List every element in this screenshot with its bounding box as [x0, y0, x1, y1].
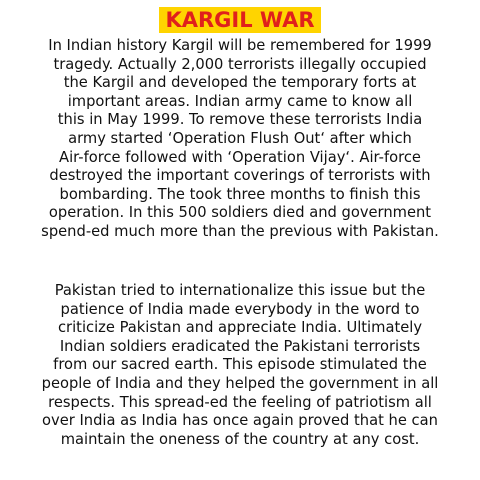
paragraph-line: over India as India has once again proved that he can	[42, 412, 438, 430]
paragraph-line: bombarding. The took three months to finish this	[59, 185, 421, 203]
title-container	[0, 7, 480, 33]
paragraph-line: tragedy. Actually 2,000 terrorists illegally occupied	[53, 55, 427, 73]
paragraph-line: spend-ed much more than the previous with Pakistan.	[41, 222, 439, 240]
paragraph-1	[4, 37, 476, 242]
paragraph-line: army started ‘Operation Flush Out‘ after which	[68, 129, 412, 147]
paragraph-line: respects. This spread-ed the feeling of patriotism all	[48, 393, 432, 411]
paragraph-line: from our sacred earth. This episode stimulated the	[53, 356, 427, 374]
paragraph-line: this in May 1999. To remove these terrorists India	[57, 111, 423, 129]
paragraph-line: criticize Pakistan and appreciate India. Ultimately	[57, 319, 423, 337]
paragraph-line: Pakistan tried to internationalize this issue but the	[54, 282, 426, 299]
paragraph-line: Indian soldiers eradicated the Pakistani terrorists	[59, 337, 421, 355]
paragraph-line: In Indian history Kargil will be remembered for 1999	[48, 37, 432, 54]
paragraph-line: people of India and they helped the government in all	[41, 374, 439, 392]
paragraph-line: important areas. Indian army came to know all	[67, 92, 413, 110]
paragraph-2	[4, 282, 476, 449]
paragraph-line: maintain the oneness of the country at any cost.	[60, 430, 420, 448]
paragraph-line: Air-force followed with ‘Operation Vijay‘. Air-force	[59, 148, 421, 166]
paragraph-line: operation. In this 500 soldiers died and government	[48, 204, 432, 222]
paragraph-line: patience of India made everybody in the word to	[60, 300, 420, 318]
page-title: KARGIL WAR	[159, 7, 320, 33]
paragraph-line: destroyed the important coverings of terrorists with	[49, 167, 431, 185]
paragraph-line: the Kargil and developed the temporary forts at	[63, 74, 417, 92]
